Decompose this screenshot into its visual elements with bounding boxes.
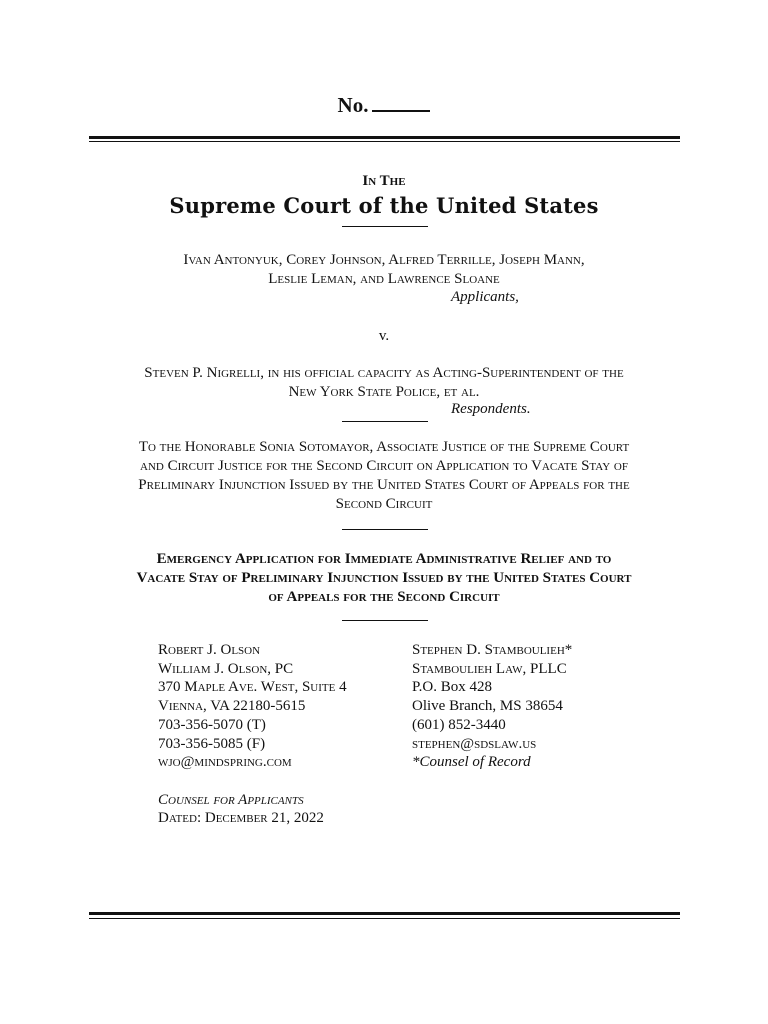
respondents-line-2: New York State Police, et al. xyxy=(288,384,480,400)
counsel-left-address-1: 370 Maple Ave. West, Suite 4 xyxy=(158,679,347,696)
divider-rule xyxy=(342,529,428,530)
bottom-rule-thin xyxy=(89,918,680,919)
divider-rule xyxy=(342,421,428,422)
top-rule-thick xyxy=(89,136,680,139)
applicants-role: Applicants, xyxy=(451,289,519,305)
court-name: Supreme Court of the United States xyxy=(169,193,599,218)
counsel-left-phone: 703-356-5070 (T) xyxy=(158,716,266,733)
counsel-left-email: wjo@mindspring.com xyxy=(158,754,292,771)
title-line-3: of Appeals for the Second Circuit xyxy=(268,589,500,605)
counsel-left-fax: 703-356-5085 (F) xyxy=(158,735,266,752)
bottom-rule-thick xyxy=(89,912,680,915)
spacer xyxy=(158,772,347,791)
counsel-left-role: Counsel for Applicants xyxy=(158,791,304,808)
counsel-right xyxy=(412,641,572,772)
title-line-1: Emergency Application for Immediate Administrative Relief and to xyxy=(156,551,612,567)
applicants-line-2: Leslie Leman, and Lawrence Sloane xyxy=(268,271,500,287)
applicants-line-1: Ivan Antonyuk, Corey Johnson, Alfred Terrille, Joseph Mann, xyxy=(183,252,585,268)
counsel-left-dated: Dated: December 21, 2022 xyxy=(158,810,324,827)
counsel-left-firm: William J. Olson, PC xyxy=(158,660,294,677)
respondents-role: Respondents. xyxy=(451,401,531,417)
divider-rule xyxy=(342,226,428,227)
addressee-line-3: Preliminary Injunction Issued by the United States Court of Appeals for the xyxy=(138,477,630,493)
in-the-label: In The xyxy=(362,173,406,189)
counsel-right-address-1: P.O. Box 428 xyxy=(412,679,493,696)
addressee-line-2: and Circuit Justice for the Second Circuit on Application to Vacate Stay of xyxy=(140,458,628,474)
counsel-right-address-2: Olive Branch, MS 38654 xyxy=(412,698,563,715)
addressee-line-1: To the Honorable Sonia Sotomayor, Associate Justice of the Supreme Court xyxy=(138,439,630,455)
docket-label: No. xyxy=(337,93,369,117)
respondents-line-1: Steven P. Nigrelli, in his official capacity as Acting-Superintendent of the xyxy=(144,365,624,381)
top-rule-thin xyxy=(89,141,680,142)
versus: v. xyxy=(378,328,390,344)
counsel-left xyxy=(158,641,347,828)
counsel-right-name: Stephen D. Stamboulieh* xyxy=(412,642,573,658)
counsel-right-note: *Counsel of Record xyxy=(412,754,531,771)
docket-blank xyxy=(372,92,430,112)
counsel-right-phone: (601) 852-3440 xyxy=(412,716,506,733)
counsel-right-email: stephen@sdslaw.us xyxy=(412,735,537,752)
counsel-right-firm: Stamboulieh Law, PLLC xyxy=(412,660,567,677)
counsel-left-address-2: Vienna, VA 22180-5615 xyxy=(158,698,306,715)
addressee-line-4: Second Circuit xyxy=(335,496,433,512)
counsel-left-name: Robert J. Olson xyxy=(158,642,261,658)
title-line-2: Vacate Stay of Preliminary Injunction Issued by the United States Court xyxy=(136,570,632,586)
docket-number xyxy=(0,92,768,118)
divider-rule xyxy=(342,620,428,621)
